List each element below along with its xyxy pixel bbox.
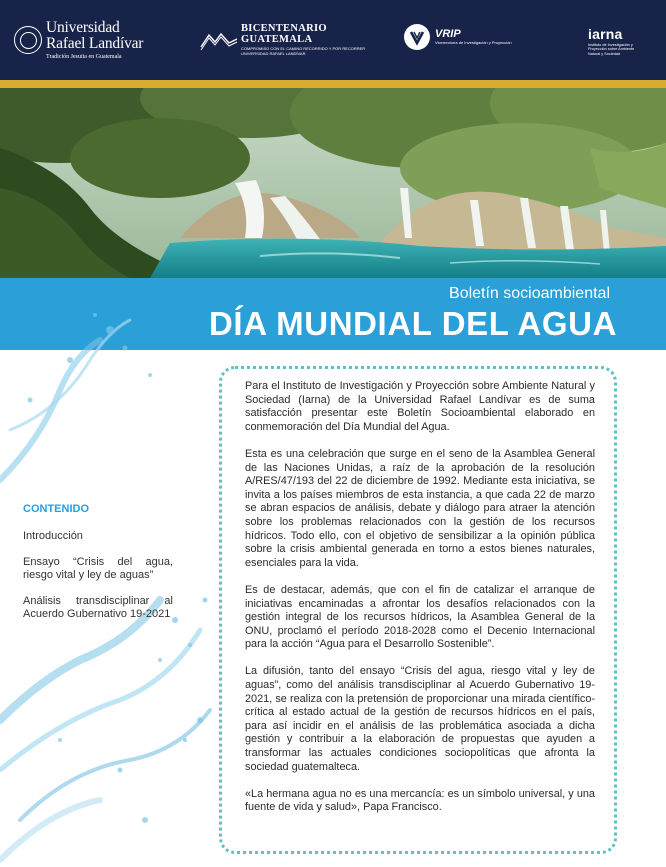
body-paragraph: Esta es una celebración que surge en el seno de la Asamblea General de las Naciones Unidas, a raíz de la aprobación de la resolución A/RES/47/193 del 22 de diciembre de 1992. Mediante esta iniciativa, se invita a los países miembros de esta instancia, a que cada 22 de marzo se abran espacios de análisis, debate y diálogo para atraer la atención sobre los problemas relacionados con la gestión de los recursos hídricos. Todo ello, con el objetivo de sensibilizar a la opinión pública sobre la crisis ambiental generada en torno a estos bienes naturales, esenciales para la vida. bbox=[245, 447, 595, 569]
contents-item[interactable]: Análisis transdisciplinar al Acuerdo Gubernativo 19-2021 bbox=[23, 594, 173, 620]
intro-body bbox=[245, 380, 595, 829]
contents-item[interactable]: Ensayo “Crisis del agua, riesgo vital y ley de aguas” bbox=[23, 555, 173, 581]
bulletin-subtitle: Boletín socioambiental bbox=[449, 285, 610, 302]
contents-item[interactable]: Introducción bbox=[23, 530, 83, 542]
bulletin-title: DÍA MUNDIAL DEL AGUA bbox=[209, 305, 617, 342]
header-bar bbox=[0, 0, 666, 80]
quote-paragraph: «La hermana agua no es una mercancía: es un símbolo universal, y una fuente de vida y salud», Papa Francisco. bbox=[245, 787, 595, 814]
bicentenario-line2: GUATEMALA bbox=[241, 33, 313, 45]
waterfall-photo-illustration bbox=[0, 88, 666, 278]
waterfall-photo bbox=[0, 88, 666, 278]
university-tagline: Tradición Jesuita en Guatemala bbox=[46, 54, 122, 60]
url-seal-icon bbox=[14, 26, 42, 54]
bicentenario-line4: UNIVERSIDAD RAFAEL LANDÍVAR bbox=[241, 51, 306, 56]
contents-panel bbox=[23, 503, 173, 634]
body-paragraph: La difusión, tanto del ensayo “Crisis del agua, riesgo vital y ley de aguas”, como del análisis transdisciplinar al Acuerdo Gubernativo 19-2021, se realiza con la pretensión de proporcionar una mirada científico-crítica al estado actual de la gestión de recursos hídricos en el país, para así incidir en el análisis de las problemática asociada a dicha gestión y contribuir a la elaboración de propuestas que ayuden a transformar las actuales condiciones sociopolíticas que afronta la sociedad guatemalteca. bbox=[245, 665, 595, 773]
bicentenario-line3: COMPROMISO CON EL CAMINO RECORRIDO Y POR RECORRER bbox=[241, 46, 366, 51]
bicentenario-wave-icon bbox=[200, 29, 238, 51]
iarna-title: iarna bbox=[588, 26, 623, 42]
iarna-logo bbox=[588, 26, 646, 56]
vrip-emblem-icon bbox=[404, 24, 430, 50]
vrip-subtitle: Vicerrectoría de Investigación y Proyección bbox=[435, 40, 512, 46]
vrip-logo bbox=[404, 24, 512, 50]
vrip-title: VRIP bbox=[435, 28, 461, 41]
university-name-line2: Rafael Landívar bbox=[46, 34, 144, 52]
bicentenario-logo bbox=[200, 24, 365, 56]
body-paragraph: Para el Instituto de Investigación y Proyección sobre Ambiente Natural y Sociedad (Iarna) de la Universidad Rafael Landívar es de suma satisfacción presentar este Boletín Socioambiental elaborado en conmemoración del Día Mundial del Agua. bbox=[245, 380, 595, 433]
body-paragraph: Es de destacar, además, que con el fin de catalizar el arranque de iniciativas encaminadas a afrontar los desafíos relacionados con la gestión integral de los recursos hídricos, la Asamblea General de la ONU, proclamó el período 2018-2028 como el Decenio Internacional para la acción “Agua para el Desarrollo Sostenible”. bbox=[245, 583, 595, 651]
university-name-line1: Universidad bbox=[46, 19, 120, 36]
bicentenario-line1: BICENTENARIO bbox=[241, 23, 327, 34]
contents-title: CONTENIDO bbox=[23, 503, 89, 515]
gold-divider bbox=[0, 80, 666, 88]
url-logo bbox=[14, 18, 143, 62]
iarna-subtitle: Instituto de Investigación y Proyección sobre Ambiente Natural y Sociedad bbox=[588, 43, 635, 56]
